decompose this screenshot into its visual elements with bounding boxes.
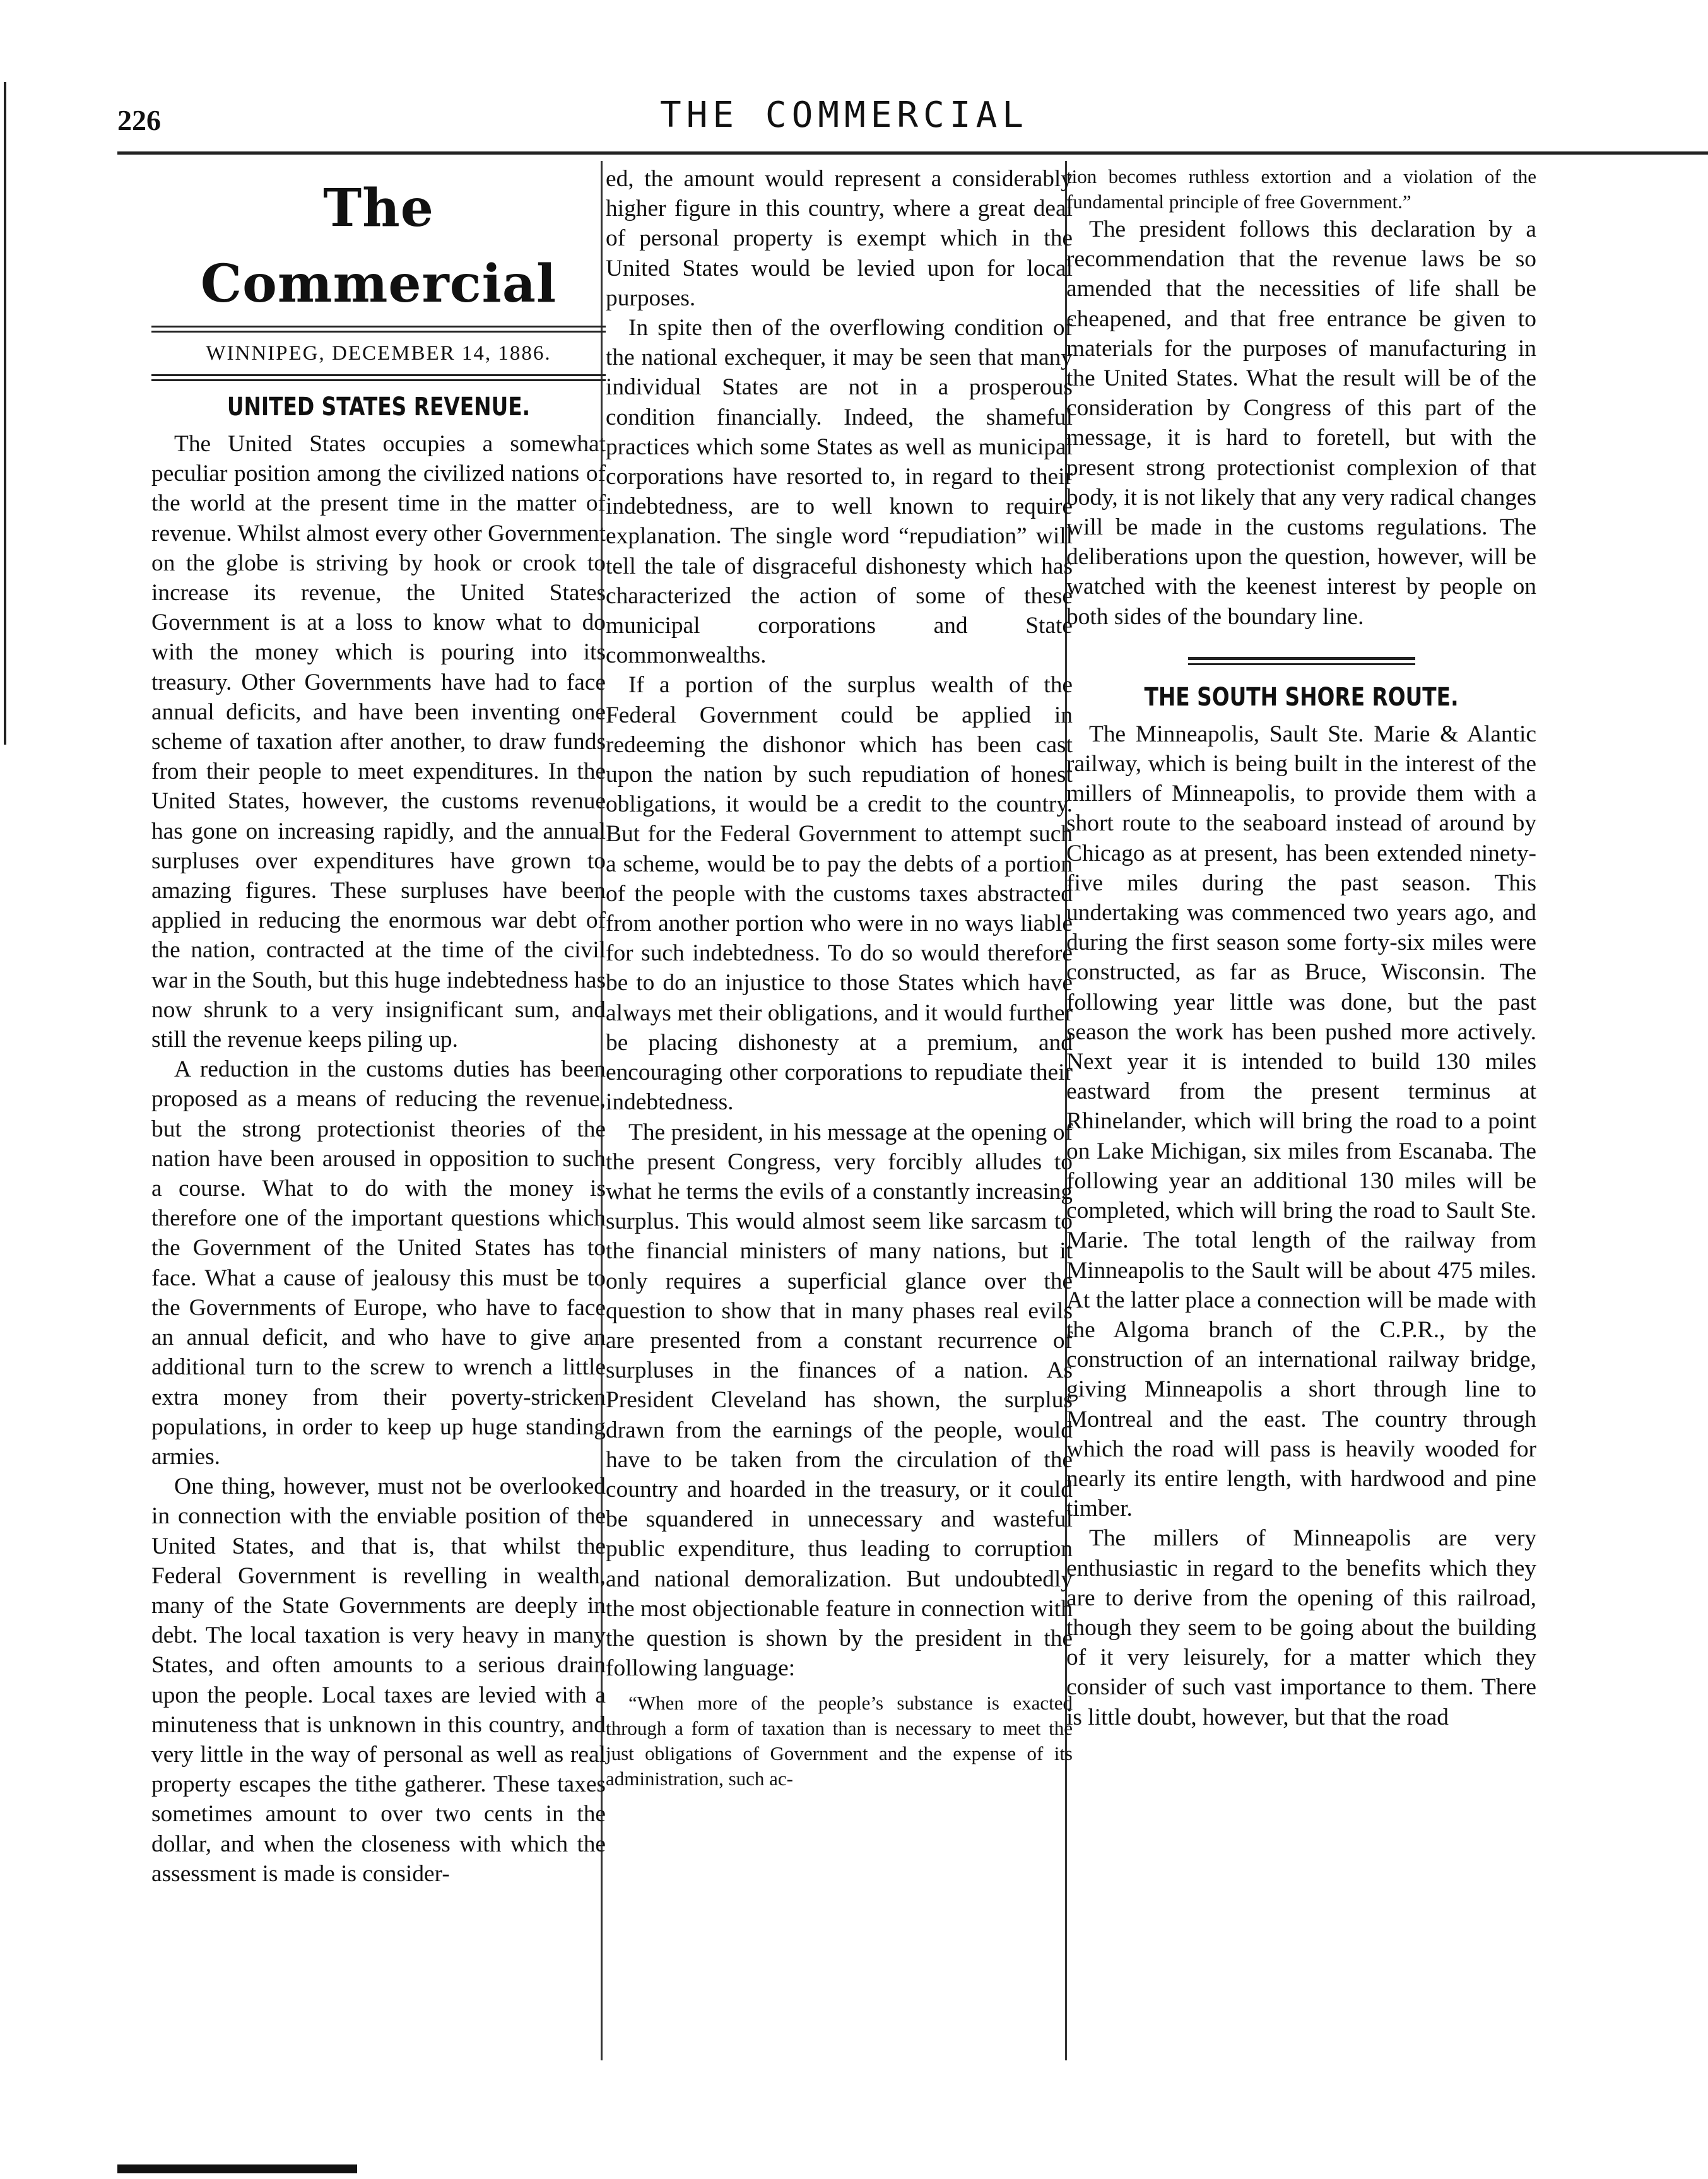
page-number: 226	[117, 104, 161, 136]
page-edge-shadow	[4, 82, 6, 745]
article-paragraph: The millers of Minneapolis are very enthusiastic in regard to the benefits which they are to derive from the opening of this railroad, though they seem to be going about the building of it very leisurely, for a matter which they consider of such vast importance to them. There is little doubt, however, but that the road	[1066, 1525, 1536, 1730]
section-rule	[1188, 657, 1415, 665]
article-heading-south-shore: THE SOUTH SHORE ROUTE.	[1144, 682, 1459, 712]
column-3	[1066, 164, 1536, 1732]
header-rule	[117, 151, 1708, 155]
masthead-title: The Commercial	[200, 178, 557, 314]
masthead-rule	[151, 326, 606, 333]
bottom-edge-mark	[117, 2164, 357, 2173]
article-paragraph: The United States occupies a somewhat peculiar position among the civilized nations of the world at the present time in the matter of revenue. Whilst almost every other Government on the globe is striving by hook or crook to increase its revenue, the United States Government is at a loss to know what to do with the money which is pouring into its treasury. Other Governments have had to face annual deficits, and have been inventing one scheme of taxation after another, to draw funds from their people to meet expenditures. In the United States, however, the customs revenue has gone on increasing rapidly, and the annual surpluses over expenditures have grown to amazing figures. These surpluses have been applied in reducing the enormous war debt of the nation, contracted at the time of the civil war in the South, but this huge indebtedness has now shrunk to a very insignificant sum, and still the revenue keeps piling up.	[151, 431, 606, 1053]
article-paragraph: The president, in his message at the opening of the present Congress, very forcibly alludes to what he terms the evils of a constantly increasing surplus. This would almost seem like sarcasm to the financial ministers of many nations, but it only requires a superficial glance over the question to show that in many phases real evils are presented from a constant recurrence of surpluses in the finances of a nation. As President Cleveland has shown, the surplus drawn from the earnings of the people, would have to be taken from the circulation of the country and hoarded in the treasury, or it could be squandered in unnecessary and wasteful public expenditure, thus leading to corruption and national demoralization. But undoubtedly the most objectionable feature in connection with the question is shown by the president in the following language:	[606, 1119, 1073, 1682]
running-title: THE COMMERCIAL	[660, 95, 1029, 136]
article-paragraph: If a portion of the surplus wealth of the Federal Government could be applied in redeeming the dishonor which has been cast upon the nation by such repudiation of honest obligations, it would be a credit to the country. But for the Federal Government to attempt such a scheme, would be to pay the debts of a portion of the people with the customs taxes abstracted from another portion who were in no ways liable for such indebtedness. To do so would therefore be to do an injustice to those States which have always met their obligations, and it would further be placing dishonesty at a premium, and encouraging other corporations to repudiate their indebtedness.	[606, 672, 1073, 1116]
running-head	[117, 95, 1708, 145]
article-paragraph: In spite then of the overflowing condition of the national exchequer, it may be seen that many individual States are not in a prosperous condition financially. Indeed, the shameful practices which some States as well as municipal corporations have resorted to, in regard to their indebtedness, are to well known to require explanation. The single word “repudiation” will tell the tale of disgraceful dishonesty which has characterized the action of some of these municipal corporations and State commonwealths.	[606, 315, 1073, 669]
article-paragraph: The Minneapolis, Sault Ste. Marie & Alantic railway, which is being built in the interest of the millers of Minneapolis, to provide them with a short route to the seaboard instead of around by Chicago as at present, has been extended ninety-five miles during the past season. This undertaking was commenced two years ago, and during the first season some forty-six miles were constructed, as far as Bruce, Wisconsin. The following year little was done, but the past season the work has been pushed more actively. Next year it is intended to build 130 miles eastward from the present terminus at Rhinelander, which will bring the road to a point on Lake Michigan, six miles from Escanaba. The following year an additional 130 miles will be completed, which will bring the road to Sault Ste. Marie. The total length of the railway from Minneapolis to the Sault will be about 475 miles. At the latter place a connection will be made with the Algoma branch of the C.P.R., by the construction of an international railway bridge, giving Minneapolis a short through line to Montreal and the east. The country through which the road will pass is heavily wooded for nearly its entire length, with hardwood and pine timber.	[1066, 721, 1536, 1522]
quoted-passage-continued: tion becomes ruthless extortion and a violation of the fundamental principle of free Government.”	[1066, 165, 1536, 213]
column-1	[151, 164, 606, 1889]
article-paragraph: ed, the amount would represent a considerably higher figure in this country, where a great deal of personal property is exempt which in the United States would be levied upon for local purposes.	[606, 166, 1073, 311]
article-heading-revenue: UNITED STATES REVENUE.	[227, 393, 531, 422]
quoted-passage: “When more of the people’s substance is exacted through a form of taxation than is necessary to meet the just obligations of Government and the expense of its administration, such ac-	[606, 1692, 1073, 1790]
dateline: WINNIPEG, DECEMBER 14, 1886.	[206, 342, 551, 365]
article-paragraph: One thing, however, must not be overlooked in connection with the enviable position of the United States, and that is, that whilst the Federal Government is revelling in wealth, many of the State Governments are deeply in debt. The local taxation is very heavy in many States, and often amounts to a serious drain upon the people. Local taxes are levied with a minuteness that is unknown in this country, and very little in the way of personal as well as real property escapes the tithe gatherer. These taxes sometimes amount to over two cents in the dollar, and when the closeness with which the assessment is made is consider-	[151, 1473, 606, 1887]
column-2	[606, 164, 1073, 1792]
dateline-rule	[151, 374, 606, 381]
article-paragraph: The president follows this declaration by a recommendation that the revenue laws be so amended that the necessities of life shall be cheapened, and that free entrance be given to materials for the purposes of manufacturing in the United States. What the result will be of the consideration by Congress of this part of the message, it is hard to foretell, but with the present strong protectionist complexion of that body, it is not likely that any very radical changes will be made in the customs regulations. The deliberations upon the question, however, will be watched with the keenest interest by people on both sides of the boundary line.	[1066, 216, 1536, 630]
article-paragraph: A reduction in the customs duties has been proposed as a means of reducing the revenue, but the strong protectionist theories of the nation have been aroused in opposition to such a course. What to do with the money is therefore one of the important questions which the Government of the United States has to face. What a cause of jealousy this must be to the Governments of Europe, who have to face an annual deficit, and who have to give an additional turn to the screw to wrench a little extra money from their poverty-stricken populations, in order to keep up huge standing armies.	[151, 1056, 606, 1470]
